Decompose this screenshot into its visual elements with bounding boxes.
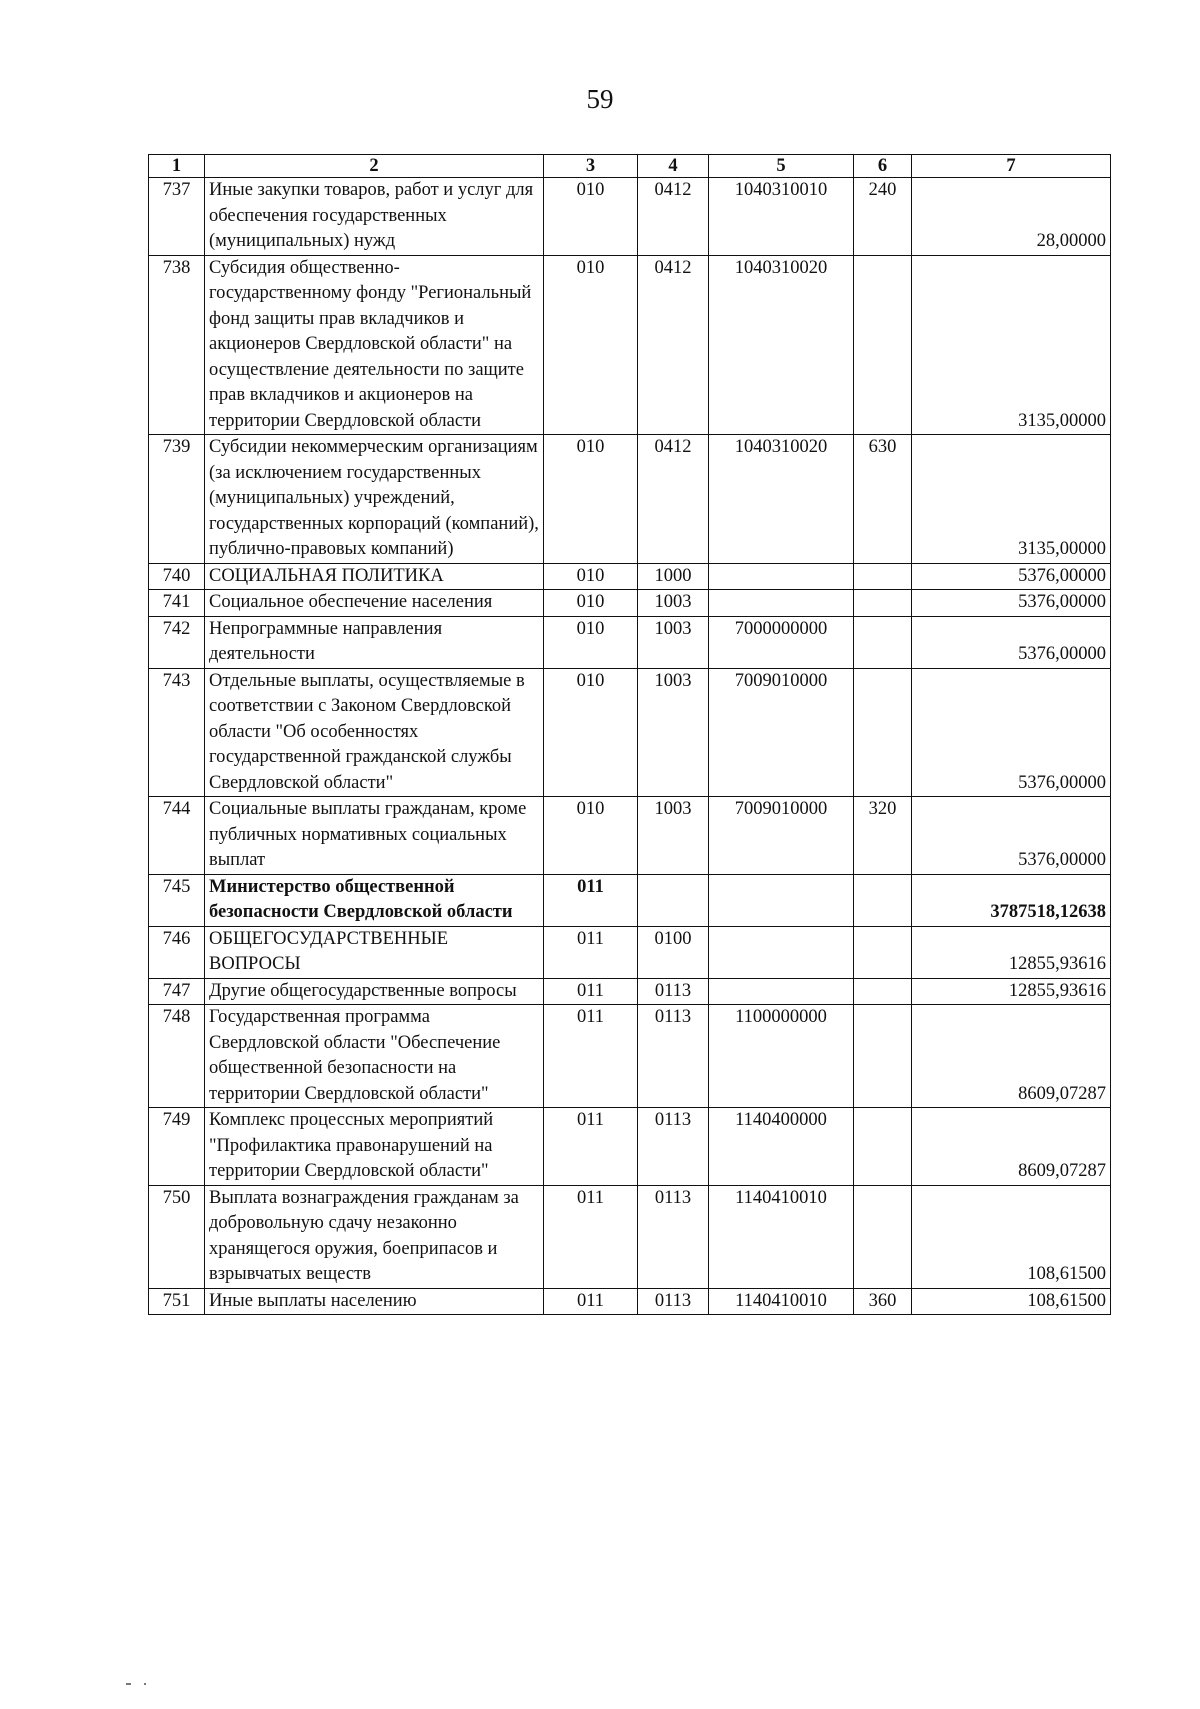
row-code3-cell: 010 — [544, 435, 638, 564]
row-code5-cell: 1140410010 — [709, 1288, 854, 1315]
row-name-cell: Социальные выплаты гражданам, кроме публичных нормативных социальных выплат — [205, 797, 544, 875]
row-code4-cell: 0113 — [638, 1288, 709, 1315]
row-name-cell: Выплата вознаграждения гражданам за добровольную сдачу незаконно хранящегося оружия, боеприпасов и взрывчатых веществ — [205, 1185, 544, 1288]
column-header: 2 — [205, 155, 544, 178]
row-code6-cell — [854, 668, 912, 797]
column-header: 4 — [638, 155, 709, 178]
column-header: 6 — [854, 155, 912, 178]
table-row — [149, 926, 1111, 978]
table-row — [149, 668, 1111, 797]
row-number-cell: 740 — [149, 563, 205, 590]
row-sum-cell: 5376,00000 — [912, 563, 1111, 590]
row-code6-cell — [854, 1108, 912, 1186]
scan-mark — [144, 1683, 146, 1685]
row-code5-cell: 7009010000 — [709, 668, 854, 797]
row-name-cell: Иные закупки товаров, работ и услуг для обеспечения государственных (муниципальных) нужд — [205, 178, 544, 256]
row-code3-cell: 010 — [544, 255, 638, 435]
row-sum-cell: 108,61500 — [912, 1185, 1111, 1288]
row-name-cell: Иные выплаты населению — [205, 1288, 544, 1315]
row-code3-cell: 010 — [544, 797, 638, 875]
table-row — [149, 978, 1111, 1005]
row-code6-cell — [854, 926, 912, 978]
row-code4-cell: 1003 — [638, 590, 709, 617]
row-sum-cell: 108,61500 — [912, 1288, 1111, 1315]
row-code6-cell — [854, 590, 912, 617]
row-number-cell: 751 — [149, 1288, 205, 1315]
row-code4-cell: 0113 — [638, 1005, 709, 1108]
table-row — [149, 1005, 1111, 1108]
row-sum-cell: 12855,93616 — [912, 926, 1111, 978]
row-code6-cell: 360 — [854, 1288, 912, 1315]
row-sum-cell: 8609,07287 — [912, 1005, 1111, 1108]
row-code3-cell: 010 — [544, 616, 638, 668]
row-code6-cell: 630 — [854, 435, 912, 564]
row-code4-cell: 0412 — [638, 435, 709, 564]
row-sum-cell: 5376,00000 — [912, 616, 1111, 668]
row-code4-cell: 0412 — [638, 178, 709, 256]
row-code4-cell: 0100 — [638, 926, 709, 978]
row-name-cell: Субсидии некоммерческим организациям (за исключением государственных (муниципальных) учреждений, государственных корпораций (компаний), публично-правовых компаний) — [205, 435, 544, 564]
row-number-cell: 748 — [149, 1005, 205, 1108]
row-code5-cell — [709, 926, 854, 978]
row-sum-cell: 8609,07287 — [912, 1108, 1111, 1186]
row-code6-cell: 240 — [854, 178, 912, 256]
row-name-cell: Непрограммные направления деятельности — [205, 616, 544, 668]
row-code4-cell: 0113 — [638, 978, 709, 1005]
row-code3-cell: 010 — [544, 563, 638, 590]
table-row — [149, 1108, 1111, 1186]
table-row — [149, 1288, 1111, 1315]
row-number-cell: 743 — [149, 668, 205, 797]
row-code4-cell: 0113 — [638, 1185, 709, 1288]
budget-table — [148, 154, 1111, 1315]
table-row — [149, 797, 1111, 875]
row-number-cell: 739 — [149, 435, 205, 564]
header-row — [149, 155, 1111, 178]
column-header: 1 — [149, 155, 205, 178]
row-code5-cell — [709, 590, 854, 617]
row-code4-cell: 1003 — [638, 616, 709, 668]
row-code5-cell: 1140400000 — [709, 1108, 854, 1186]
row-sum-cell: 3787518,12638 — [912, 874, 1111, 926]
row-code3-cell: 011 — [544, 1185, 638, 1288]
column-header: 7 — [912, 155, 1111, 178]
row-code4-cell — [638, 874, 709, 926]
row-code5-cell — [709, 563, 854, 590]
row-code5-cell: 1040310010 — [709, 178, 854, 256]
row-code5-cell — [709, 978, 854, 1005]
table-row — [149, 178, 1111, 256]
row-code6-cell — [854, 978, 912, 1005]
row-name-cell: Государственная программа Свердловской области "Обеспечение общественной безопасности на территории Свердловской области" — [205, 1005, 544, 1108]
row-code5-cell: 7000000000 — [709, 616, 854, 668]
row-code3-cell: 011 — [544, 1108, 638, 1186]
table-row — [149, 255, 1111, 435]
row-number-cell: 744 — [149, 797, 205, 875]
row-code3-cell: 011 — [544, 1288, 638, 1315]
row-code5-cell: 1140410010 — [709, 1185, 854, 1288]
row-name-cell: Комплекс процессных мероприятий "Профилактика правонарушений на территории Свердловской области" — [205, 1108, 544, 1186]
row-sum-cell: 28,00000 — [912, 178, 1111, 256]
row-number-cell: 741 — [149, 590, 205, 617]
row-code4-cell: 0412 — [638, 255, 709, 435]
row-name-cell: СОЦИАЛЬНАЯ ПОЛИТИКА — [205, 563, 544, 590]
row-number-cell: 745 — [149, 874, 205, 926]
row-code4-cell: 1000 — [638, 563, 709, 590]
column-header: 3 — [544, 155, 638, 178]
row-number-cell: 750 — [149, 1185, 205, 1288]
row-code5-cell — [709, 874, 854, 926]
table-row — [149, 590, 1111, 617]
row-number-cell: 737 — [149, 178, 205, 256]
scan-mark — [126, 1683, 131, 1685]
row-code6-cell — [854, 1005, 912, 1108]
row-code3-cell: 010 — [544, 178, 638, 256]
row-code3-cell: 011 — [544, 978, 638, 1005]
row-code4-cell: 1003 — [638, 797, 709, 875]
row-number-cell: 749 — [149, 1108, 205, 1186]
row-code3-cell: 011 — [544, 926, 638, 978]
row-sum-cell: 5376,00000 — [912, 668, 1111, 797]
row-number-cell: 747 — [149, 978, 205, 1005]
row-name-cell: Отдельные выплаты, осуществляемые в соответствии с Законом Свердловской области "Об особенностях государственной гражданской службы Свердловской области" — [205, 668, 544, 797]
row-number-cell: 742 — [149, 616, 205, 668]
column-header: 5 — [709, 155, 854, 178]
row-name-cell: Министерство общественной безопасности Свердловской области — [205, 874, 544, 926]
row-sum-cell: 3135,00000 — [912, 255, 1111, 435]
row-name-cell: Другие общегосударственные вопросы — [205, 978, 544, 1005]
row-code6-cell — [854, 1185, 912, 1288]
table-row — [149, 563, 1111, 590]
row-code6-cell — [854, 874, 912, 926]
row-sum-cell: 12855,93616 — [912, 978, 1111, 1005]
row-code3-cell: 011 — [544, 874, 638, 926]
row-code4-cell: 1003 — [638, 668, 709, 797]
row-name-cell: Социальное обеспечение населения — [205, 590, 544, 617]
table-row — [149, 874, 1111, 926]
row-code4-cell: 0113 — [638, 1108, 709, 1186]
row-code5-cell: 1100000000 — [709, 1005, 854, 1108]
row-code6-cell — [854, 563, 912, 590]
row-code3-cell: 010 — [544, 590, 638, 617]
row-name-cell: ОБЩЕГОСУДАРСТВЕННЫЕ ВОПРОСЫ — [205, 926, 544, 978]
row-name-cell: Субсидия общественно-государственному фонду "Региональный фонд защиты прав вкладчиков и акционеров Свердловской области" на осуществление деятельности по защите прав вкладчиков и акционеров на территории Свердловской области — [205, 255, 544, 435]
row-code6-cell — [854, 616, 912, 668]
row-sum-cell: 3135,00000 — [912, 435, 1111, 564]
table-row — [149, 1185, 1111, 1288]
table-row — [149, 616, 1111, 668]
row-code5-cell: 7009010000 — [709, 797, 854, 875]
row-number-cell: 746 — [149, 926, 205, 978]
row-code6-cell — [854, 255, 912, 435]
row-code3-cell: 011 — [544, 1005, 638, 1108]
table-row — [149, 435, 1111, 564]
row-code6-cell: 320 — [854, 797, 912, 875]
row-sum-cell: 5376,00000 — [912, 590, 1111, 617]
row-sum-cell: 5376,00000 — [912, 797, 1111, 875]
page-number: 59 — [586, 84, 614, 114]
row-code5-cell: 1040310020 — [709, 255, 854, 435]
row-number-cell: 738 — [149, 255, 205, 435]
row-code5-cell: 1040310020 — [709, 435, 854, 564]
row-code3-cell: 010 — [544, 668, 638, 797]
